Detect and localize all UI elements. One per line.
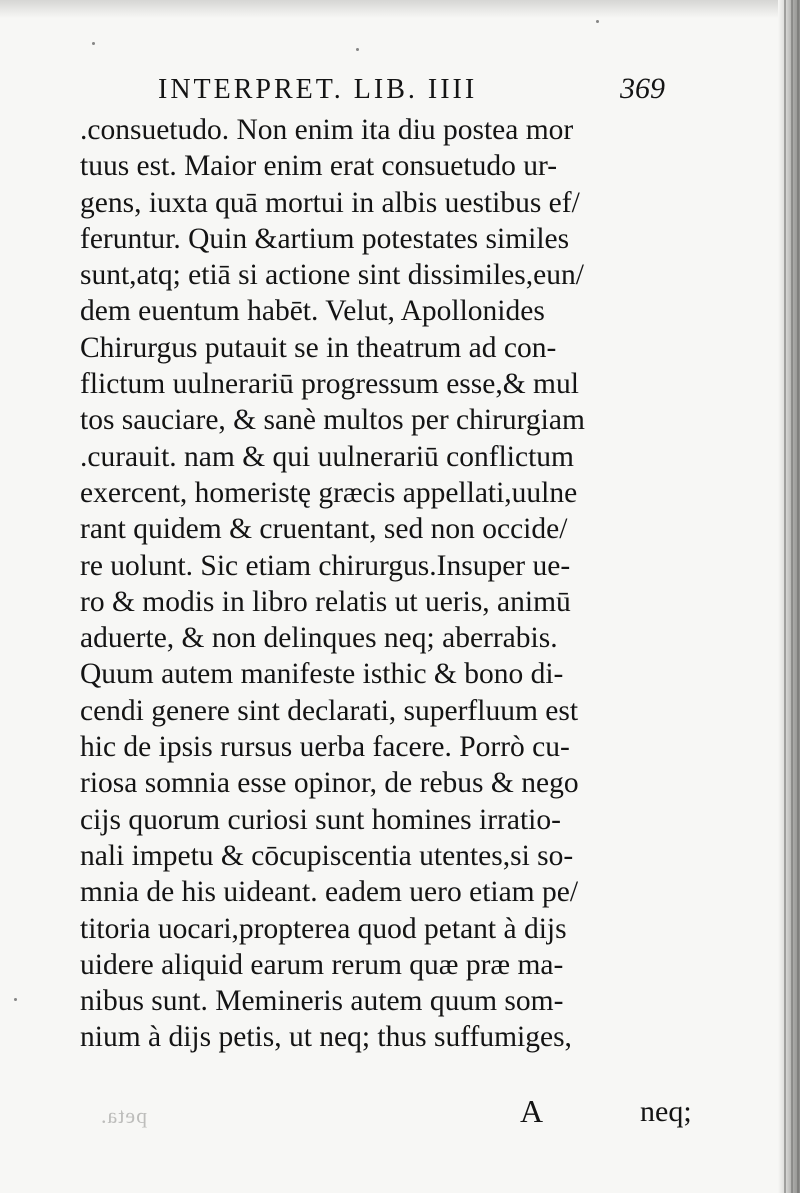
show-through-text: peta. <box>100 1103 148 1128</box>
text-line: cijs quorum curiosi sunt homines irratio- <box>80 803 561 836</box>
text-line: re uolunt. Sic etiam chirurgus.Insuper ue- <box>80 549 571 582</box>
text-line: Chirurgus putauit se in theatrum ad con- <box>80 331 557 364</box>
text-line: hic de ipsis rursus uerba facere. Porrò cu- <box>80 731 570 764</box>
body-text <box>80 112 720 1056</box>
page-footer <box>100 1093 710 1133</box>
text-line: ro & modis in libro relatis ut ueris, animū <box>80 585 571 618</box>
ink-speck <box>14 998 17 1001</box>
ink-speck <box>596 20 599 23</box>
edge-strip <box>791 0 793 1193</box>
text-line: gens, iuxta quā mortui in albis uestibus ef/ <box>80 186 580 219</box>
text-line: rant quidem & cruentant, sed non occide/ <box>80 513 568 546</box>
text-line: tuus est. Maior enim erat consuetudo ur- <box>80 150 558 183</box>
ink-speck <box>92 42 95 45</box>
text-line: titoria uocari,propterea quod petant à dijs <box>80 912 567 945</box>
edge-strip <box>797 0 799 1193</box>
text-line: mnia de his uideant. eadem uero etiam pe/ <box>80 876 579 909</box>
text-line: riosa somnia esse opinor, de rebus & nego <box>80 767 579 800</box>
catchword: neq; <box>640 1095 692 1128</box>
signature-mark: A <box>520 1093 544 1129</box>
text-line: aduerte, & non delinques neq; aberrabis. <box>80 622 558 655</box>
text-line: sunt,atq; etiā si actione sint dissimiles,eun/ <box>80 259 584 292</box>
text-line: .consuetudo. Non enim ita diu postea mor <box>80 114 574 146</box>
text-line: exercent, homeristę græcis appellati,uulne <box>80 476 578 509</box>
text-line: nali impetu & cōcupiscentia utentes,si so- <box>80 839 574 872</box>
text-line: nibus sunt. Memineris autem quum som- <box>80 985 564 1018</box>
text-line: dem euentum habēt. Velut, Apollonides <box>80 295 545 328</box>
ink-speck <box>356 48 359 51</box>
text-line: flictum uulnerariū progressum esse,& mul <box>80 368 579 401</box>
edge-strip <box>784 0 786 1193</box>
text-line: .curauit. nam & qui uulnerariū conflictum <box>80 440 574 473</box>
text-line: feruntur. Quin &artium potestates similes <box>80 222 570 255</box>
text-line: cendi genere sint declarati, superfluum est <box>80 694 579 727</box>
text-line: Quum autem manifeste isthic & bono di- <box>80 658 564 691</box>
page-number: 369 <box>620 72 665 105</box>
running-head: INTERPRET. LIB. IIII <box>158 74 478 105</box>
text-line: tos sauciare, & sanè multos per chirurgiam <box>80 404 585 437</box>
text-line: nium à dijs petis, ut neq; thus suffumiges, <box>80 1021 572 1054</box>
page-top-shadow <box>0 0 800 18</box>
text-line: uidere aliquid earum rerum quæ præ ma- <box>80 948 564 981</box>
page-right-edge <box>778 0 800 1193</box>
